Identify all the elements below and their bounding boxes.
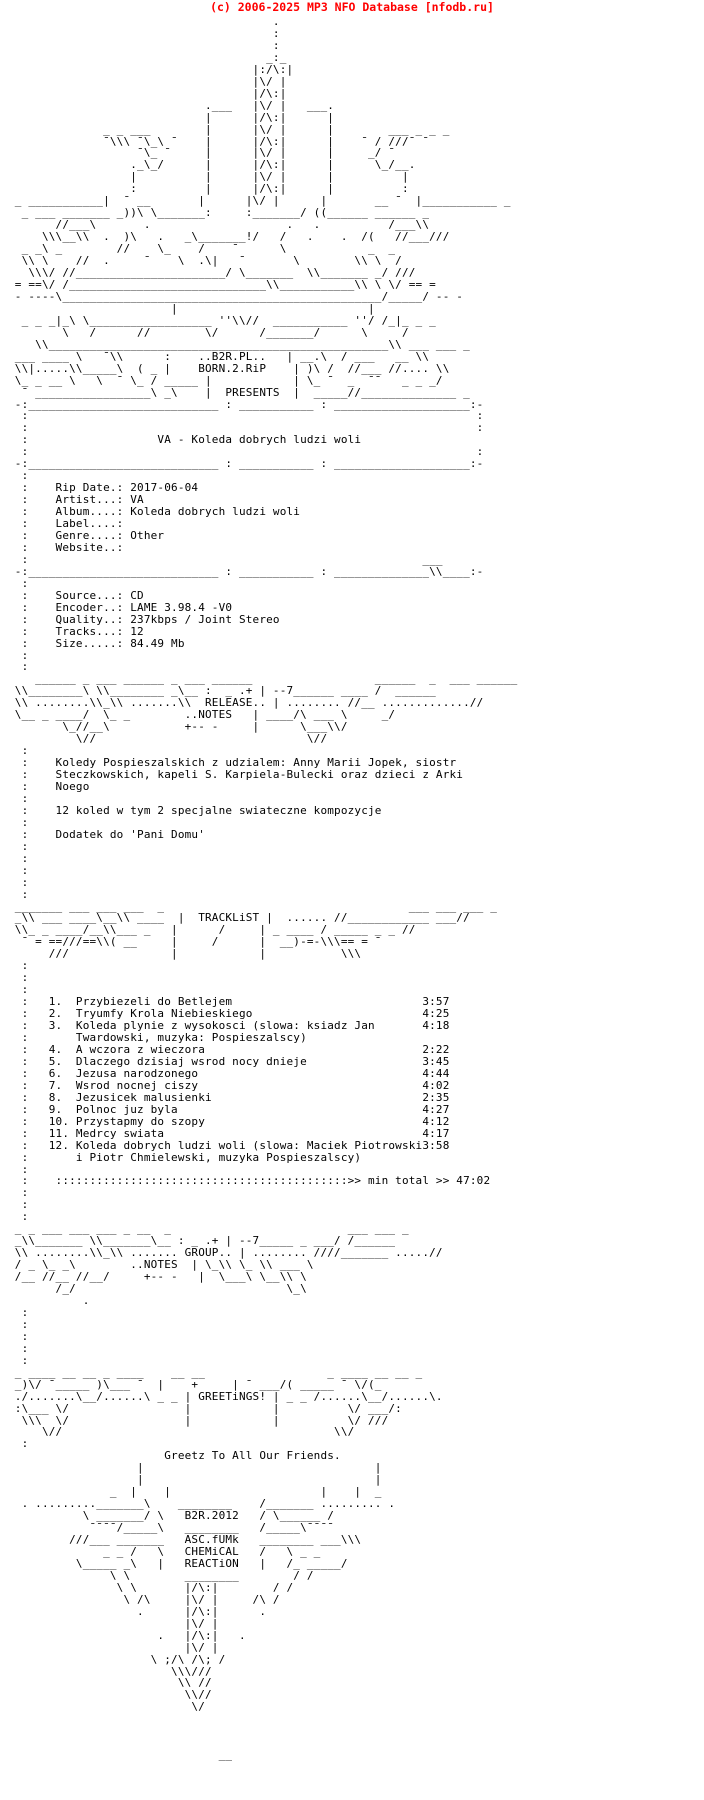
signature-art-line: _ _ / \ CHEMiCAL / \ _ _ [103,1545,321,1558]
ascii-art-line: : [21,875,29,889]
section-banner-group-notes: \\ ........\\_\\ ....... GROUP.. | ........ ////_______ .....// [14,1246,443,1260]
section-banner-release-notes: \__ _ ____/ \_ _ ..NOTES | ____/\ ___ \ _/ [14,708,396,722]
section-banner-greetings: _)\/ ¯_____ )\___ ¯ | + | ¯ ___/( _____ ¯ \/(_ [14,1377,382,1391]
nfo-document [8,16,517,1761]
signature-art-line: \/ [191,1700,205,1714]
ascii-art-line: : : [21,409,484,423]
signature-art-line: \ ;/\ /\; / [150,1652,226,1666]
signature-art-line: . |/\:| . [137,1604,267,1618]
track-row: : 10. Przystapmy do szopy 4:12 [21,1114,450,1128]
info-album: : Album....: Koleda dobrych ludzi woli [21,505,301,519]
ascii-art-line: | | |\/ | | | [130,170,409,184]
ascii-art-line: : [21,1198,29,1212]
section-banner-release-notes: \// \// [75,732,328,746]
ascii-art-line: ¯ _________________\ _\ | PRESENTS | _____//______________ _ [21,385,470,399]
track-row: : 9. Polnoc juz byla 4:27 [21,1102,450,1116]
signature-art-line: . ........._______\ ________ /_______ ......... . [21,1497,396,1511]
ascii-art-line: \ / // \/ /_______/ \ / [62,325,409,339]
greetings-text: Greetz To All Our Friends. [164,1449,341,1463]
ascii-art-line: : : [21,421,484,435]
ascii-art-line: : [21,839,29,853]
ascii-art-line: : [21,863,29,877]
ascii-art-line: -:____________________________ : ___________ : ______________\\____:- [14,564,484,578]
ascii-art-line: : [21,791,29,805]
notes-line: : Noego [21,780,90,793]
track-row: : 5. Dlaczego dzisiaj wsrod nocy dnieje 3:45 [21,1054,450,1068]
ascii-art-line: : [21,648,29,662]
section-banner-release-notes: \\ ........\\_\\ .......\\ RELEASE.. | ........ //__ .............// [14,696,484,710]
section-banner-greetings: :\___ \/ | | \/ ___/: [14,1401,402,1415]
ascii-art-line: : [21,983,29,997]
ascii-art-line: |/\:| [252,86,287,100]
section-banner-tracklist: \\_ _ ____/__\\___ _ | / | _ ____ / _____ _ _ // [14,923,416,937]
section-banner-greetings: \// \\/ [41,1425,355,1439]
ascii-art-line: .___ |\/ | ___. [204,98,335,112]
ascii-art-line: ¯\\\ ¯\_\ ¯ | |/\:| | ¯ / ///¯ ¯ [103,134,430,148]
track-row: : 4. A wczora z wieczora 2:22 [21,1042,450,1056]
ascii-art-line: : [272,26,280,40]
ascii-art-line: : [21,815,29,829]
section-banner-group-notes: _\\_______ \\_______\__ : _ .+ | --7_____ _ ___/ /______ [14,1234,396,1248]
notes-line: : Steczkowskich, kapeli S. Karpiela-Bulecki oraz dzieci z Arki [21,768,464,782]
ascii-art-line: : [21,660,29,674]
ascii-art-line: : [21,1186,29,1200]
track-row-continued: : i Piotr Chmielewski, muzyka Pospieszalscy) [21,1150,362,1164]
ascii-art-line: | | [171,301,375,315]
section-banner-tracklist: ¯ = ==///==\\( __ | / | __)-=-\\\== = ¯ [21,935,382,949]
signature-art-line: \ /\ |\/ | /\ / [123,1592,280,1606]
track-row: : 8. Jezusicek malusienki 2:35 [21,1090,450,1104]
info-quality: : Quality..: 237kbps / Joint Stereo [21,612,280,626]
signature-art-line: \\ // [177,1676,212,1690]
signature-art-line: \ _______/ \ B2R.2012 / \______ / [82,1509,335,1523]
ascii-art-line: |\/ | [252,74,287,88]
site-header: (c) 2006-2025 MP3 NFO Database [nfodb.ru] [210,0,494,14]
signature-art-line: . |/\:| . [157,1628,246,1642]
info-artist: : Artist...: VA [21,493,144,507]
section-banner-group-notes: /__ //__ //__/ +-- - | \___\ \__\\ \ [14,1270,307,1284]
ascii-art-line: _ ___________| ¯ __ | |\/ | | __ ¯ |___________ _ [14,194,511,208]
ascii-art-line: : [21,469,29,483]
ascii-art-line: ¯\_ ¯ | |\/ | | _/ ¯ [137,146,396,160]
ascii-art-line: : [21,1329,29,1343]
section-banner-greetings: _ ____ __ __ _ ____ __ __ _ ____ __ __ _ [14,1365,423,1379]
signature-art-line: _ | | | | _ [109,1485,382,1499]
ascii-art-line: : [21,576,29,590]
ascii-art-line: : [21,744,29,758]
section-banner-release-notes: \\________\ \\________ _\__ : _ .+ | --7______ ____ / ______ [14,684,436,698]
ascii-art-line: : [21,971,29,985]
info-rip-date: : Rip Date.: 2017-06-04 [21,481,199,495]
ascii-art-line: | | [137,1473,382,1487]
ascii-art-line: : [272,38,280,52]
track-row: : 12. Koleda dobrych ludzi woli (slowa: Maciek Piotrowski3:58 [21,1138,450,1152]
notes-line: : 12 koled w tym 2 specjalne swiateczne kompozycje [21,803,382,817]
ascii-art-line: : ___ [21,552,443,566]
info-label: : Label....: [21,517,124,531]
signature-art-line: |\/ | [184,1640,219,1654]
track-row: : 11. Medrcy swiata 4:17 [21,1126,450,1140]
ascii-art-line: | | [137,1461,382,1475]
signature-art-line: ¯¯¯¯/_____\ ________ /_____\¯¯¯¯ [89,1521,335,1535]
section-banner-tracklist: _\\ ___ ____\__\\ ____ | TRACKLiST | ...... //____________ ___// [14,911,470,925]
ascii-art-line: \\|.....\\_____\ ( _ | BORN.2.RiP | )\ / //___ //.... \\ [14,361,450,375]
ascii-art-line: \\ \ // . ¯ \ .\| ¯ \ \\ \ / [21,254,402,268]
ascii-art-line: \\__________________________________________________\\ ___ ___ _ [35,337,470,351]
section-banner-release-notes: \_//__\ +-- - | \___\\/ [62,720,348,734]
notes-line: : Koledy Pospieszalskich z udzialem: Anny Marii Jopek, siostr [21,756,457,770]
section-banner-greetings: ./.......\__/......\ _ _ | GREETiNGS! | _ _ /......\__/......\. [14,1389,443,1403]
section-banner-group-notes: /_/ \_\ [55,1282,307,1296]
signature-art-line: \\\/// [171,1664,212,1678]
ascii-art-line: : [21,1437,29,1451]
release-title: : VA - Koleda dobrych ludzi woli [21,433,362,447]
ascii-art-line: -:____________________________ : ___________ : ____________________:- [14,457,484,471]
track-row-continued: : Twardowski, muzyka: Pospieszalscy) [21,1031,307,1045]
section-banner-greetings: \\\ \/ | | \/ /// [21,1413,389,1427]
track-row: : 3. Koleda plynie z wysokosci (slowa: ksiadz Jan 4:18 [21,1019,450,1033]
ascii-art-line: _ _ _|_\ \__________________ ''\\// ___________ ''/ /_|_ _ _ [21,313,436,327]
section-banner-tracklist: /// | | \\\ [48,947,362,961]
section-banner-group-notes: / _ \_ _\ ..NOTES | \_\\ \_ \\ ___ \ [14,1258,314,1272]
ascii-art-line: \\\/ //______________________/ \_______ \\_______ _/ /// [28,266,416,280]
track-row: : 1. Przybiezeli do Betlejem 3:57 [21,995,450,1009]
info-website: : Website..: [21,540,124,554]
ascii-art-line: |:/\:| [252,62,294,76]
ascii-art-line: = ==\/ /_____________________________\\___________\\ \ \/ == = [14,277,436,291]
signature-art-line: |\/ | [184,1616,219,1630]
ascii-art-line: //___\ . . . /___\\ [55,218,430,232]
ascii-art-line: _ _ ___ | |\/ | | ___ _ _ _ [103,122,450,136]
ascii-art-line: : [21,887,29,901]
signature-art-line: ///___ _______ ASC.fUMk ________ ___\\\ [69,1533,362,1547]
ascii-art-line: _ _\ _ // \_ / ¯ \ _ _ [21,242,396,256]
ascii-art-line: : | |/\:| | : [130,182,409,196]
ascii-art-line: : [21,959,29,973]
total-time: : :::::::::::::::::::::::::::::::::::::::::::>> min total >> 47:02 [21,1174,491,1188]
section-banner-group-notes: . [82,1293,90,1307]
signature-art-line: \\// [184,1688,212,1702]
ascii-art-line: - ----\_______________________________________________/_____/ -- - [14,289,464,303]
track-row: : 6. Jezusa narodzonego 4:44 [21,1066,450,1080]
ascii-art-line: | |/\:| | [204,110,335,124]
info-tracks: : Tracks...: 12 [21,624,144,638]
info-source: : Source...: CD [21,588,144,602]
track-row: : 2. Tryumfy Krola Niebieskiego 4:25 [21,1007,450,1021]
ascii-art-line: : [21,1341,29,1355]
info-size: : Size.....: 84.49 Mb [21,636,185,650]
signature-art-line: \_____ _\ | REACTiON | /_ _____/ [75,1556,348,1570]
ascii-art-line: \_ _ __ \ \ ¯ \_ / _____ | | \_ ¯ _ ¯¯ _ _ _/ [14,373,443,387]
ascii-art-line: . [272,15,280,28]
ascii-art-line: : [21,1305,29,1319]
ascii-art-line: ._\_/ | |/\:| | \_/__. [130,158,416,172]
ascii-art-line: -:____________________________ : ___________ : ____________________:- [14,397,484,411]
ascii-art-line: : [21,1162,29,1176]
ascii-art-line: _:_ [266,50,287,64]
info-encoder: : Encoder..: LAME 3.98.4 -V0 [21,600,233,614]
section-banner-release-notes: ______ _ ___ ______ _ ___ ______ ______ _ ___ ______ [35,672,518,686]
ascii-art-line: \\\__\\ . )\ . _\_______!/ / . . /( //___/// [41,230,450,244]
ascii-art-line: ___ ____ \ ¯\\ : ..B2R.PL.. | __.\ / ___ __ \\ [14,349,430,363]
ascii-art-line: : [21,1353,29,1367]
section-banner-tracklist: _______ ___ ___ ___ _ ___ ___ ___ _ [14,899,498,913]
ascii-art-line: : : [21,445,484,459]
signature-art-line: \ \ |/\:| / / [116,1580,294,1594]
ascii-art-line: _ ___ _______ _))\ \_______: :_______/ ((______ ______ _ [21,206,430,220]
ascii-art-line: : [21,1317,29,1331]
signature-art-line: __ [218,1748,233,1762]
notes-line: : Dodatek do 'Pani Domu' [21,827,205,841]
track-row: : 7. Wsrod nocnej ciszy 4:02 [21,1078,450,1092]
ascii-art-line: : [21,851,29,865]
info-genre: : Genre....: Other [21,528,165,542]
signature-art-line: \ \ ________ / / [109,1568,314,1582]
ascii-art-line: : [21,1210,29,1224]
section-banner-group-notes: _ _ ___ ___ ___ _ __ _ ___ ___ _ [14,1222,409,1236]
